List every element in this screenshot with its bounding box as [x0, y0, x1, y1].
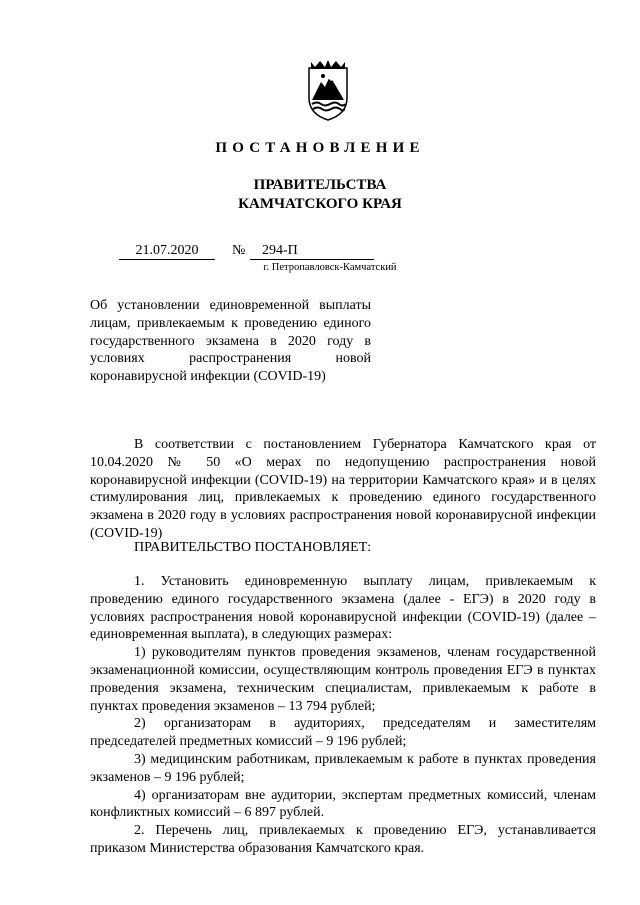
- decree-body: [90, 573, 596, 858]
- document-subject: Об установлении единовременной выплаты лицам, привлекаемым к проведению единого государственного экзамена в 2020 году в условиях распространения новой коронавирусной инфекции (COVID-19): [90, 298, 371, 385]
- document-number: 294-П: [262, 243, 298, 258]
- document-date: 21.07.2020: [119, 243, 215, 260]
- subitem-2-paragraph: 2) организаторам в аудиториях, председателям и заместителям председателей предметных комиссий – 9 196 рублей;: [90, 716, 596, 750]
- number-sign: №: [232, 243, 246, 258]
- document-type-title: ПОСТАНОВЛЕНИЕ: [215, 140, 425, 156]
- decree-statement: ПРАВИТЕЛЬСТВО ПОСТАНОВЛЯЕТ:: [134, 540, 372, 555]
- item-1-paragraph: 1. Установить единовременную выплату лицам, привлекаемым к проведению единого государственного экзамена (далее - ЕГЭ) в 2020 году в условиях распространения новой коронавирусной инфекции (COVID-19) (далее – единовременная выплата), в следующих размерах:: [90, 574, 596, 643]
- issuer-line-1: ПРАВИТЕЛЬСТВА: [253, 177, 387, 193]
- issuer-line-2: КАМЧАТСКОГО КРАЯ: [238, 196, 402, 212]
- subitem-3-paragraph: 3) медицинским работникам, привлекаемым к работе в пунктах проведения экзаменов – 9 196 рублей;: [90, 751, 596, 785]
- document-number-field: [250, 243, 374, 260]
- subitem-1-paragraph: 1) руководителям пунктов проведения экзаменов, членам государственной экзаменационной комиссии, осуществляющим контроль проведения ЕГЭ в пунктах проведения экзамена, техническим специалистам, привлекаемым к работе в пунктах проведения экзаменов – 13 794 рублей;: [90, 645, 596, 714]
- preamble-paragraph: В соответствии с постановлением Губернатора Камчатского края от 10.04.2020 № 50 «О мерах по недопущению распространения новой коронавирусной инфекции (COVID-19) на территории Камчатского края» и в целях стимулирования лиц, привлекаемых к проведению единого государственного экзамена в 2020 году в условиях распространения новой коронавирусной инфекции (COVID-19): [90, 437, 596, 541]
- subitem-4-paragraph: 4) организаторам вне аудитории, экспертам предметных комиссий, членам конфликтных комиссий – 6 897 рублей.: [90, 787, 596, 821]
- kamchatka-coat-of-arms-icon: [301, 58, 355, 122]
- document-city: г. Петропавловск-Камчатский: [263, 262, 397, 273]
- item-2-paragraph: 2. Перечень лиц, привлекаемых к проведению ЕГЭ, устанавливается приказом Министерства образования Камчатского края.: [90, 823, 596, 856]
